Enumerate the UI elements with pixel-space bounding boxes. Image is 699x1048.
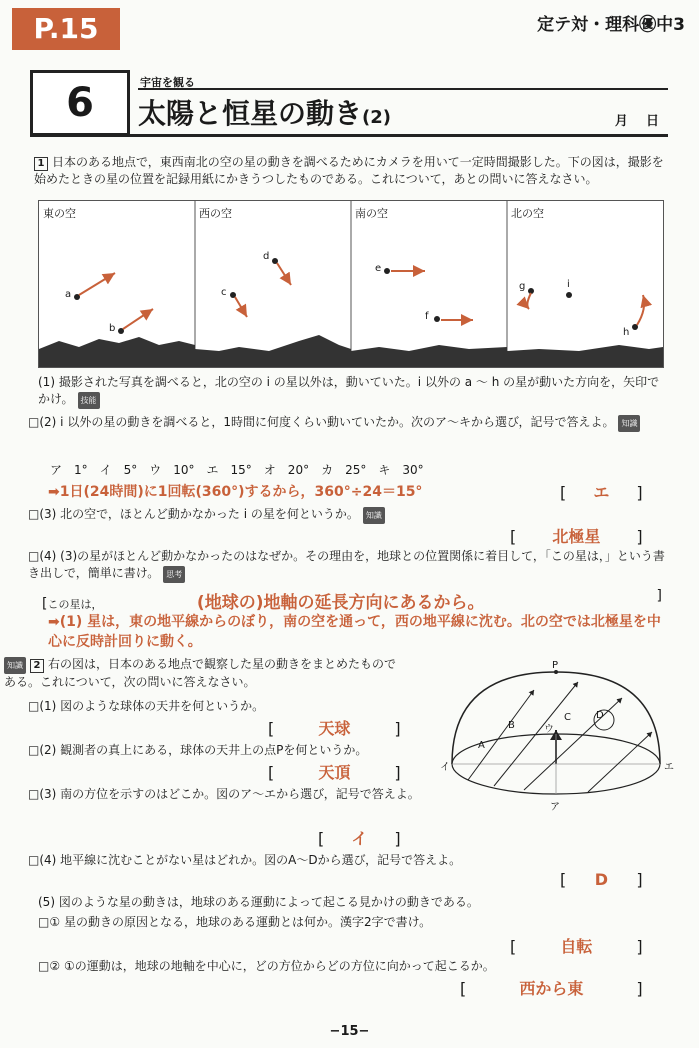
q2-p4: □(4) 地平線に沈むことがない星はどれか。図のA～Dから選び，記号で答えよ。 <box>28 853 462 867</box>
label-i: イ <box>440 762 450 773</box>
q1-p3-text: 北の空で，ほとんど動かなかった i の星を何というか。 <box>60 507 359 521</box>
q1-p4-answer-box: [この星は， (地球の)地軸の延長方向にあるから。 ] <box>42 588 662 613</box>
star-label-i: i <box>567 279 570 290</box>
star-path-d <box>588 732 652 792</box>
star-f <box>434 316 440 322</box>
q2-p2-num: (2) <box>39 743 57 757</box>
q1-p3-answer-box: [ 北極星 ] <box>510 524 660 547</box>
q2-p5-text: 図のような星の動きは，地球のある運動によって起こる見かけの動きである。 <box>58 895 479 909</box>
celestial-sphere-diagram <box>438 660 678 820</box>
q1-p2: □(2) i 以外の星の動きを調べると，1時間に何度くらい動いていたか。次のア～キから選び，記号で答えよ。 知識 <box>28 414 668 432</box>
q1-p3-num: (3) <box>39 507 57 521</box>
ground-south <box>351 345 507 367</box>
arrow-a <box>79 273 115 295</box>
arrow-g <box>527 293 531 309</box>
q1-p2-answer-box: [ エ ] <box>560 480 660 503</box>
celestial-sphere-svg <box>438 660 678 820</box>
q2-p1-answer: 天球 <box>318 719 351 738</box>
q2-number: 2 <box>30 659 44 673</box>
star-label-h: h <box>623 327 630 338</box>
publisher-mark: ㊝ <box>639 15 657 35</box>
q2-p5a-answer: 自転 <box>560 937 593 956</box>
section-title-suffix: (2) <box>362 107 391 128</box>
q1-p4-prefix: この星は， <box>47 598 103 611</box>
q1-p3-answer: 北極星 <box>552 527 601 546</box>
q1-p2-answer: エ <box>593 483 610 502</box>
star-path-c <box>524 698 622 790</box>
q1-p4: □(4) (3)の星がほとんど動かなかったのはなぜか。その理由を，地球との位置関係に着目して，「この星は，」という書き出しで，簡単に書け。 思考 <box>28 548 668 583</box>
q2-tag: 知識 <box>4 657 26 674</box>
q2-p2-answer: 天頂 <box>318 763 351 782</box>
ground-west <box>195 335 351 367</box>
star-i <box>566 292 572 298</box>
q2-intro-text: 右の図は，日本のある地点で観察した星の動きをまとめたものである。これについて，次の問いに答えなさい。 <box>4 657 397 689</box>
q1-p1-num: (1) <box>38 375 55 389</box>
q2-p3-answer-box: [ イ ] <box>318 826 418 849</box>
label-P: P <box>552 660 559 671</box>
day-label: 日 <box>645 114 659 129</box>
q2-p5a-num: ① <box>49 915 61 929</box>
q2-p3-num: (3) <box>39 787 57 801</box>
section-subtitle: 宇宙を観る <box>140 76 195 89</box>
q2-p5b: □② ①の運動は，地球の地軸を中心に，どの方位からどの方位に向かって起こるか。 <box>38 959 495 973</box>
panel-label-west: 西の空 <box>199 207 232 220</box>
q1-intro-text: 日本のある地点で，東西南北の空の星の動きを調べるためにカメラを用いて一定時間撮影した。下の図は，撮影を始めたときの星の位置を記録用紙にかきうつしたものである。これについて，あとの問いに答えなさい。 <box>34 155 664 186</box>
q2-p5b-answer-box: [ 西から東 ] <box>460 976 660 999</box>
section-title-main: 太陽と恒星の動き <box>138 97 363 130</box>
label-A: A <box>478 740 485 751</box>
arrow-b <box>123 309 153 329</box>
page-number: −15− <box>329 1024 370 1039</box>
arrow-h <box>637 295 644 325</box>
q1-p3: □(3) 北の空で，ほとんど動かなかった i の星を何というか。 知識 <box>28 506 668 524</box>
q2-p3: □(3) 南の方位を示すのはどこか。図のア～エから選び，記号で答えよ。 <box>28 787 420 801</box>
star-e <box>384 268 390 274</box>
q2-p5a-text: 星の動きの原因となる，地球のある運動とは何か。漢字2字で書け。 <box>63 915 432 929</box>
q1-p4-text: (3)の星がほとんど動かなかったのはなぜか。その理由を，地球との位置関係に着目して，「この星は，」という書き出しで，簡単に書け。 <box>28 549 665 580</box>
star-label-a: a <box>65 289 72 300</box>
q2-p5 <box>38 894 668 911</box>
q2-p2-answer-box: [ 天頂 ] <box>268 760 418 783</box>
star-label-b: b <box>109 323 116 334</box>
star-label-f: f <box>425 311 429 322</box>
star-label-d: d <box>263 251 270 262</box>
panel-label-north: 北の空 <box>511 207 544 220</box>
title-rule <box>138 88 668 90</box>
q2-p5b-num: ② <box>49 959 61 973</box>
q2-intro <box>4 656 404 691</box>
page-tag: P.15 <box>12 8 120 50</box>
grade: 中3 <box>656 15 685 35</box>
label-e: エ <box>664 762 674 773</box>
date-field <box>615 110 659 129</box>
panel-label-east: 東の空 <box>43 207 76 220</box>
label-D: D <box>596 710 604 721</box>
panel-label-south: 南の空 <box>355 207 388 220</box>
q2-p4-answer-box: [ D ] <box>560 870 643 889</box>
section-title <box>138 92 391 132</box>
q1-number: 1 <box>34 157 48 171</box>
month-label: 月 <box>614 114 628 129</box>
book-header <box>537 10 685 35</box>
arrow-d <box>277 263 291 285</box>
q1-p4-explanation: ➡(1) 星は，東の地平線からのぼり，南の空を通って，西の地平線に沈む。北の空では北極星を中心に反時計回りに動く。 <box>48 614 661 650</box>
q2-p2: □(2) 観測者の真上にある，球体の天井上の点Pを何というか。 <box>28 743 368 757</box>
q2-p4-text: 地平線に沈むことがない星はどれか。図のA～Dから選び，記号で答えよ。 <box>60 853 462 867</box>
star-label-c: c <box>221 287 227 298</box>
q2-p5a-answer-box: [ 自転 ] <box>510 934 660 957</box>
book-title: 定テ対・理科 <box>537 15 640 35</box>
q1-p2-text: i 以外の星の動きを調べると，1時間に何度くらい動いていたか。次のア～キから選び，記号で答えよ。 <box>60 415 615 429</box>
q2-p3-answer: イ <box>351 829 368 848</box>
q1-p1-tag: 技能 <box>78 392 100 409</box>
q2-p1: □(1) 図のような球体の天井を何というか。 <box>28 699 265 713</box>
q2-p1-answer-box: [ 天球 ] <box>268 716 418 739</box>
label-C: C <box>564 712 571 723</box>
q2-p5-num: (5) <box>38 895 55 909</box>
ground-north <box>507 345 663 367</box>
star-label-e: e <box>375 263 382 274</box>
q1-p3-tag: 知識 <box>363 507 385 524</box>
q2-p4-answer: D <box>594 870 608 889</box>
q1-p1-text: 撮影された写真を調べると，北の空の i の星以外は，動いていた。i 以外の a ～ h の星が動いた方向を，矢印でかけ。 <box>38 375 660 406</box>
q1-intro <box>34 154 664 188</box>
q1-p4-num: (4) <box>39 549 57 563</box>
q2-p5b-answer: 西から東 <box>519 979 584 998</box>
q1-p2-choices: ア 1° イ 5° ウ 10° エ 15° オ 20° カ 25° キ 30° <box>50 463 424 477</box>
star-label-g: g <box>519 281 526 292</box>
q2-p3-text: 南の方位を示すのはどこか。図のア～エから選び，記号で答えよ。 <box>60 787 420 801</box>
section-number: 6 <box>30 70 130 136</box>
q1-p4-tag: 思考 <box>163 566 185 583</box>
star-photo-diagram <box>38 200 664 368</box>
ground-east <box>39 337 195 367</box>
q1-p1 <box>38 374 668 409</box>
q2-p5a: □① 星の動きの原因となる，地球のある運動とは何か。漢字2字で書け。 <box>38 915 432 929</box>
q1-p4-answer: (地球の)地軸の延長方向にあるから。 <box>196 593 485 613</box>
label-a: ア <box>550 802 560 813</box>
label-B: B <box>508 720 515 731</box>
q2-p5b-text: ①の運動は，地球の地軸を中心に，どの方位からどの方位に向かって起こるか。 <box>63 959 495 973</box>
label-u: ウ <box>544 724 554 735</box>
q2-p4-num: (4) <box>39 853 57 867</box>
q1-p2-explanation: ➡1日(24時間)に1回転(360°)するから，360°÷24＝15° <box>48 484 423 500</box>
title-underline <box>30 134 668 137</box>
q2-p1-text: 図のような球体の天井を何というか。 <box>60 699 265 713</box>
q2-p2-text: 観測者の真上にある，球体の天井上の点Pを何というか。 <box>60 743 368 757</box>
q1-p2-num: (2) <box>39 415 57 429</box>
q2-p1-num: (1) <box>39 699 57 713</box>
arrow-c <box>235 297 247 317</box>
q1-p2-tag: 知識 <box>618 415 640 432</box>
